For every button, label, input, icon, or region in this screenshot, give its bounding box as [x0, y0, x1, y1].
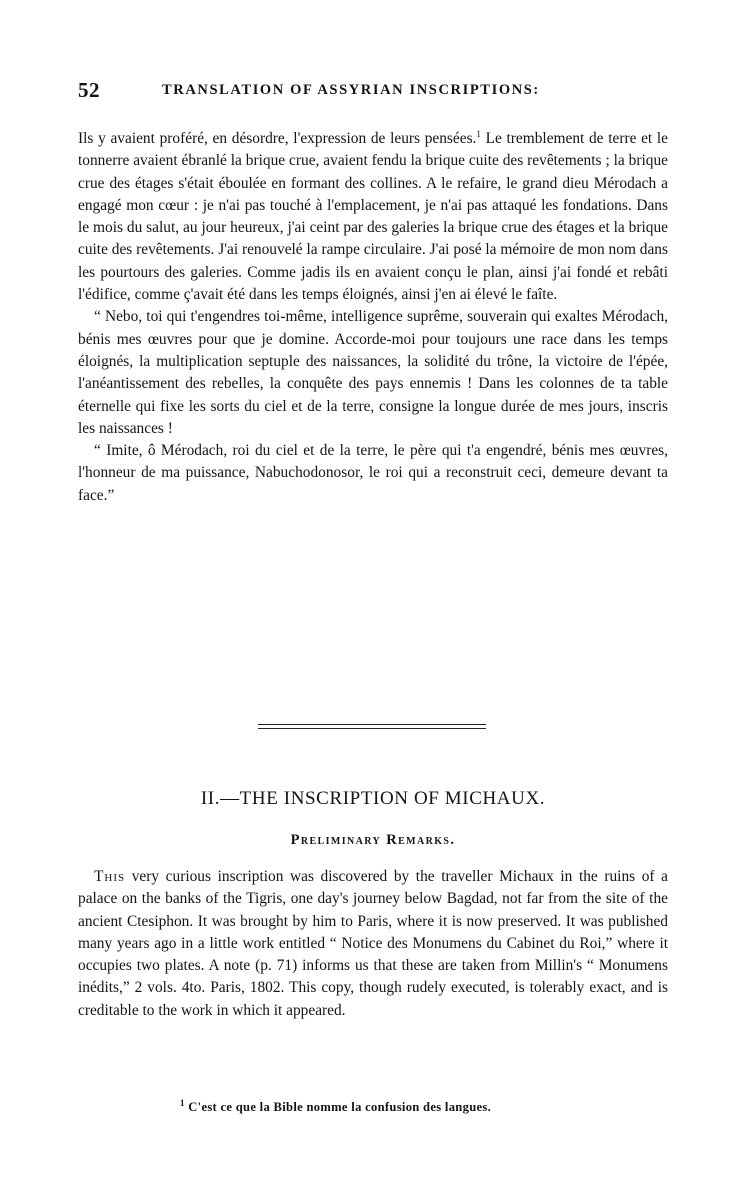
- french-paragraph-1: [78, 128, 668, 306]
- footnote-text: C'est ce que la Bible nomme la confusion des langues.: [188, 1100, 492, 1114]
- divider-line-top: [258, 724, 486, 725]
- footnote-reference: 1: [476, 128, 481, 139]
- french-translation-text: [78, 128, 668, 507]
- english-paragraph-1: [78, 866, 668, 1022]
- footnote-marker: 1: [180, 1097, 185, 1108]
- section-divider: [258, 724, 486, 732]
- running-title: TRANSLATION OF ASSYRIAN INSCRIPTIONS:: [162, 82, 540, 98]
- footnote: [180, 1097, 680, 1115]
- preliminary-remarks-text: [78, 866, 668, 1022]
- french-paragraph-2: “ Nebo, toi qui t'engendres toi-même, intelligence suprême, souverain qui exaltes Mérodach, bénis mes œuvres pour que je domine. Accorde-moi pour toujours une race dans les temps éloignés, la multiplication septuple des naissances, la solidité du trône, la victoire de l'épée, l'anéantissement des rebelles, la conquête des pays ennemis ! Dans les colonnes de ta table éternelle qui fixe les sorts du ciel et de la terre, consigne la longue durée de mes jours, inscris les naissances !: [78, 308, 668, 437]
- french-paragraph-1-end: Le tremblement de terre et le tonnerre avaient ébranlé la brique crue, avaient fendu la brique cuite des revêtements ; la brique crue des étages s'était éboulée en formant des collines. A le refaire, le grand dieu Mérodach a engagé mon cœur : je n'ai pas touché à l'emplacement, je n'ai pas attaqué les fondations. Dans le mois du salut, au jour heureux, j'ai ceint par des galeries la brique crue des étages et la brique cuite des revêtements. J'ai renouvelé la rampe circulaire. J'ai posé la mémoire de mon nom dans les pourtours des galeries. Comme jadis ils en avaient conçu le plan, ainsi j'ai fondé et rebâti l'édifice, comme ç'avait été dans les temps éloignés, ainsi j'en ai élevé le faîte.: [78, 130, 668, 304]
- section-subheading: Preliminary Remarks.: [290, 832, 456, 848]
- french-paragraph-3: “ Imite, ô Mérodach, roi du ciel et de la terre, le père qui t'a engendré, bénis mes œuvres, l'honneur de ma puissance, Nabuchodonosor, le roi qui a reconstruit ceci, demeure devant ta face.”: [78, 442, 668, 504]
- english-paragraph-1-body: very curious inscription was discovered by the traveller Michaux in the ruins of a palace on the banks of the Tigris, one day's journey below Bagdad, not far from the site of the ancient Ctesiphon. It was brought by him to Paris, where it is now preserved. It was published many years ago in a little work entitled “ Notice des Monumens du Cabinet du Roi,” where it occupies two plates. A note (p. 71) informs us that these are taken from Millin's “ Monumens inédits,” 2 vols. 4to. Paris, 1802. This copy, though rudely executed, is tolerably exact, and is creditable to the work in which it appeared.: [78, 868, 668, 1019]
- lead-word: This: [94, 868, 126, 885]
- french-paragraph-1-start: Ils y avaient proféré, en désordre, l'expression de leurs pensées.: [78, 130, 477, 147]
- divider-line-bottom: [258, 728, 486, 729]
- page-number: 52: [78, 78, 100, 102]
- running-header: [78, 78, 668, 104]
- section-title: II.—THE INSCRIPTION OF MICHAUX.: [200, 788, 546, 809]
